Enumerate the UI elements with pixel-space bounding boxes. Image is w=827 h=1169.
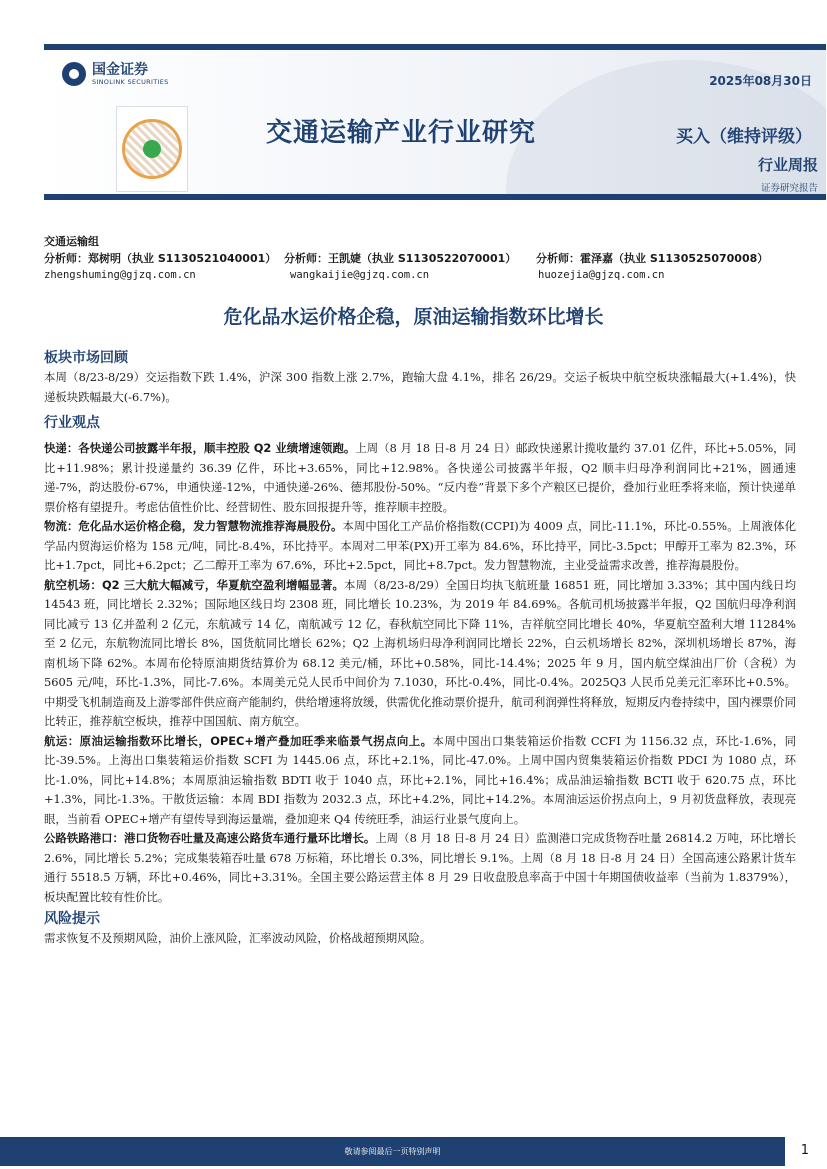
view-text-aviation: 本周（8/23-8/29）全国日均执飞航班量 16851 班，同比增加 3.33%；其中国内线日均 14543 班，同比增长 2.32%；国际地区线日均 2308 班，同比增长 10.23%，为 2019 年 84.69%。各航司机场披露半年报，Q2 国航归母净利润同比减亏 13 亿并盈利 2 亿元，东航减亏 14 亿，南航减亏 12 亿，春秋航空同比下降 11%，吉祥航空同比增长 40%，华夏航空盈利大增 11284%至 2 亿元，东航物流同比增长 8%，国货航同比增长 62%；Q2 上海机场归母净利润同比增长 22%，白云机场增长 82%，深圳机场增长 87%，海南机场下降 62%。本周布伦特原油期货结算价为 68.12 美元/桶，环比+0.58%，同比-14.4%；2025 年 9 月，国内航空煤油出厂价（含税）为 5605 元/吨，环比-1.3%，同比-7.6%。本周美元兑人民币中间价为 7.1030，环比-0.4%，同比-0.4%。2025Q3 人民币兑美元汇率环比+0.5%。中期受飞机制造商及上游零部件供应商产能制约，供给增速将放缓，供需优化推动票价提升，航司利润弹性将释放，短期反内卷持续中，国内裸票价同比转正，推荐航空板块，推荐中国国航、南方航空。: [44, 577, 796, 728]
report-type: 行业周报: [757, 156, 818, 174]
report-subtype: 证券研究报告: [760, 183, 818, 194]
view-paragraph-express: [44, 439, 796, 517]
analyst-1: 分析师：郑树明（执业 S1130521040001）: [44, 252, 277, 265]
market-review-text: 本周（8/23-8/29）交运指数下跌 1.4%，沪深 300 指数上涨 2.7%，跑输大盘 4.1%，排名 26/29。交运子板块中航空板块涨幅最大(+1.4%)，快递板块跌幅最大(-6.7%)。: [44, 370, 796, 404]
view-lead-express: 快递：各快递公司披露半年报，顺丰控股 Q2 业绩增速领跑。: [44, 441, 356, 455]
footer-disclaimer: 敬请参阅最后一页特别声明: [0, 1137, 785, 1166]
logo-name-cn: 国金证券: [92, 61, 148, 78]
qr-code-icon: [116, 106, 188, 192]
report-headline: 危化品水运价格企稳，原油运输指数环比增长: [223, 306, 604, 328]
analyst-2-email[interactable]: wangkaijie@gjzq.com.cn: [290, 269, 430, 281]
report-body: [44, 346, 796, 949]
logo-icon: [62, 62, 86, 86]
report-banner: [44, 44, 826, 200]
analyst-1-email[interactable]: zhengshuming@gjzq.com.cn: [44, 269, 196, 281]
view-paragraph-road-rail-port: [44, 829, 796, 907]
view-paragraph-shipping: [44, 732, 796, 830]
view-text-logistics: 本周中国化工产品价格指数(CCPI)为 4009 点，同比-11.1%，环比-0.55%。上周液体化学品内贸海运价格为 158 元/吨，同比-8.4%，环比持平。本周对二甲苯(PX)开工率为 84.6%，环比持平，同比-3.5pct；甲醇开工率为 82.3%，环比+1.7pct，同比+6.2pct；乙二醇开工率为 67.6%，环比+2.5pct，同比+8.7pct。发力智慧物流，主业受益需求改善，推荐海晨股份。: [44, 519, 796, 572]
page-footer: [0, 1137, 827, 1166]
analyst-names-row: [44, 250, 826, 267]
report-date: 2025年08月30日: [709, 74, 812, 88]
view-text-express: 上周（8 月 18 日-8 月 24 日）邮政快递累计揽收量约 37.01 亿件，环比+5.05%，同比+11.98%；累计投递量约 36.39 亿件，环比+3.65%，同比+12.98%。各快递公司披露半年报，Q2 顺丰归母净利润同比+21%，圆通速递-7%，韵达股份-67%，申通快递-12%，中通快递-26%、德邦股份-50%。“反内卷”背景下多个产粮区已提价，叠加行业旺季将来临，预计快递单票价格有望提升。考虑估值性价比、经营韧性、股东回报提升等，推荐顺丰控股。: [44, 441, 797, 514]
analyst-3: 分析师：霍泽嘉（执业 S1130525070008）: [536, 252, 769, 265]
view-text-shipping: 本周中国出口集装箱运价指数 CCFI 为 1156.32 点，环比-1.6%，同比-39.5%。上海出口集装箱运价指数 SCFI 为 1445.06 点，环比+2.1%，同比-47.0%。上周中国内贸集装箱运价指数 PDCI 为 1080 点，环比-1.0%，同比+14.8%；本周原油运输指数 BDTI 收于 1040 点，环比+2.1%，同比+16.4%；成品油运输指数 BCTI 收于 620.75 点，环比+1.3%，同比-1.3%。干散货运输：本周 BDI 指数为 2032.3 点，环比+4.2%，同比+14.2%。本周油运运价拐点向上，9 月初货盘释放，表现亮眼，当前看 OPEC+增产有望传导到海运量端，叠加迎来 Q4 传统旺季，油运行业景气度向上。: [44, 733, 796, 826]
view-lead-road-rail-port: 公路铁路港口：港口货物吞吐量及高速公路货车通行量环比增长。: [44, 831, 376, 845]
section-heading-market: 板块市场回顾: [44, 350, 128, 366]
risk-text: 需求恢复不及预期风险，油价上涨风险，汇率波动风险，价格战超预期风险。: [44, 931, 432, 945]
view-text-road-rail-port: 上周（8 月 18 日-8 月 24 日）监测港口完成货物吞吐量 26814.2 万吨，环比增长 2.6%，同比增长 5.2%；完成集装箱吞吐量 678 万标箱，环比增长 0.3%，同比增长 9.1%。上周（8 月 18 日-8 月 24 日）全国高速公路累计货车通行 5518.5 万辆，环比+0.46%，同比+3.31%。全国主要公路运营主体 8 月 29 日收盘股息率高于中国十年期国债收益率（当前为 1.8379%），板块配置比较有性价比。: [44, 831, 796, 904]
analyst-2: 分析师：王凯婕（执业 S1130522070001）: [284, 252, 517, 265]
report-category-title: 交通运输产业行业研究: [266, 118, 537, 148]
logo-name-en: SINOLINK SECURITIES: [92, 77, 169, 86]
analyst-3-email[interactable]: huozejia@gjzq.com.cn: [538, 269, 665, 281]
section-heading-risk: 风险提示: [44, 911, 100, 927]
view-lead-aviation: 航空机场：Q2 三大航大幅减亏，华夏航空盈利增幅显著。: [44, 577, 345, 592]
page-number: 1: [800, 1143, 809, 1158]
analyst-block: [44, 233, 826, 284]
analyst-group: 交通运输组: [44, 235, 99, 248]
company-logo: [62, 62, 169, 86]
view-lead-logistics: 物流：危化品水运价格企稳，发力智慧物流推荐海晨股份。: [44, 519, 343, 533]
analyst-emails-row: [44, 267, 826, 284]
view-lead-shipping: 航运：原油运输指数环比增长，OPEC+增产叠加旺季来临景气拐点向上。: [44, 733, 433, 748]
view-paragraph-logistics: [44, 517, 796, 576]
view-paragraph-aviation: [44, 576, 796, 732]
rating-badge: 买入（维持评级）: [676, 127, 812, 147]
section-heading-views: 行业观点: [44, 415, 100, 431]
